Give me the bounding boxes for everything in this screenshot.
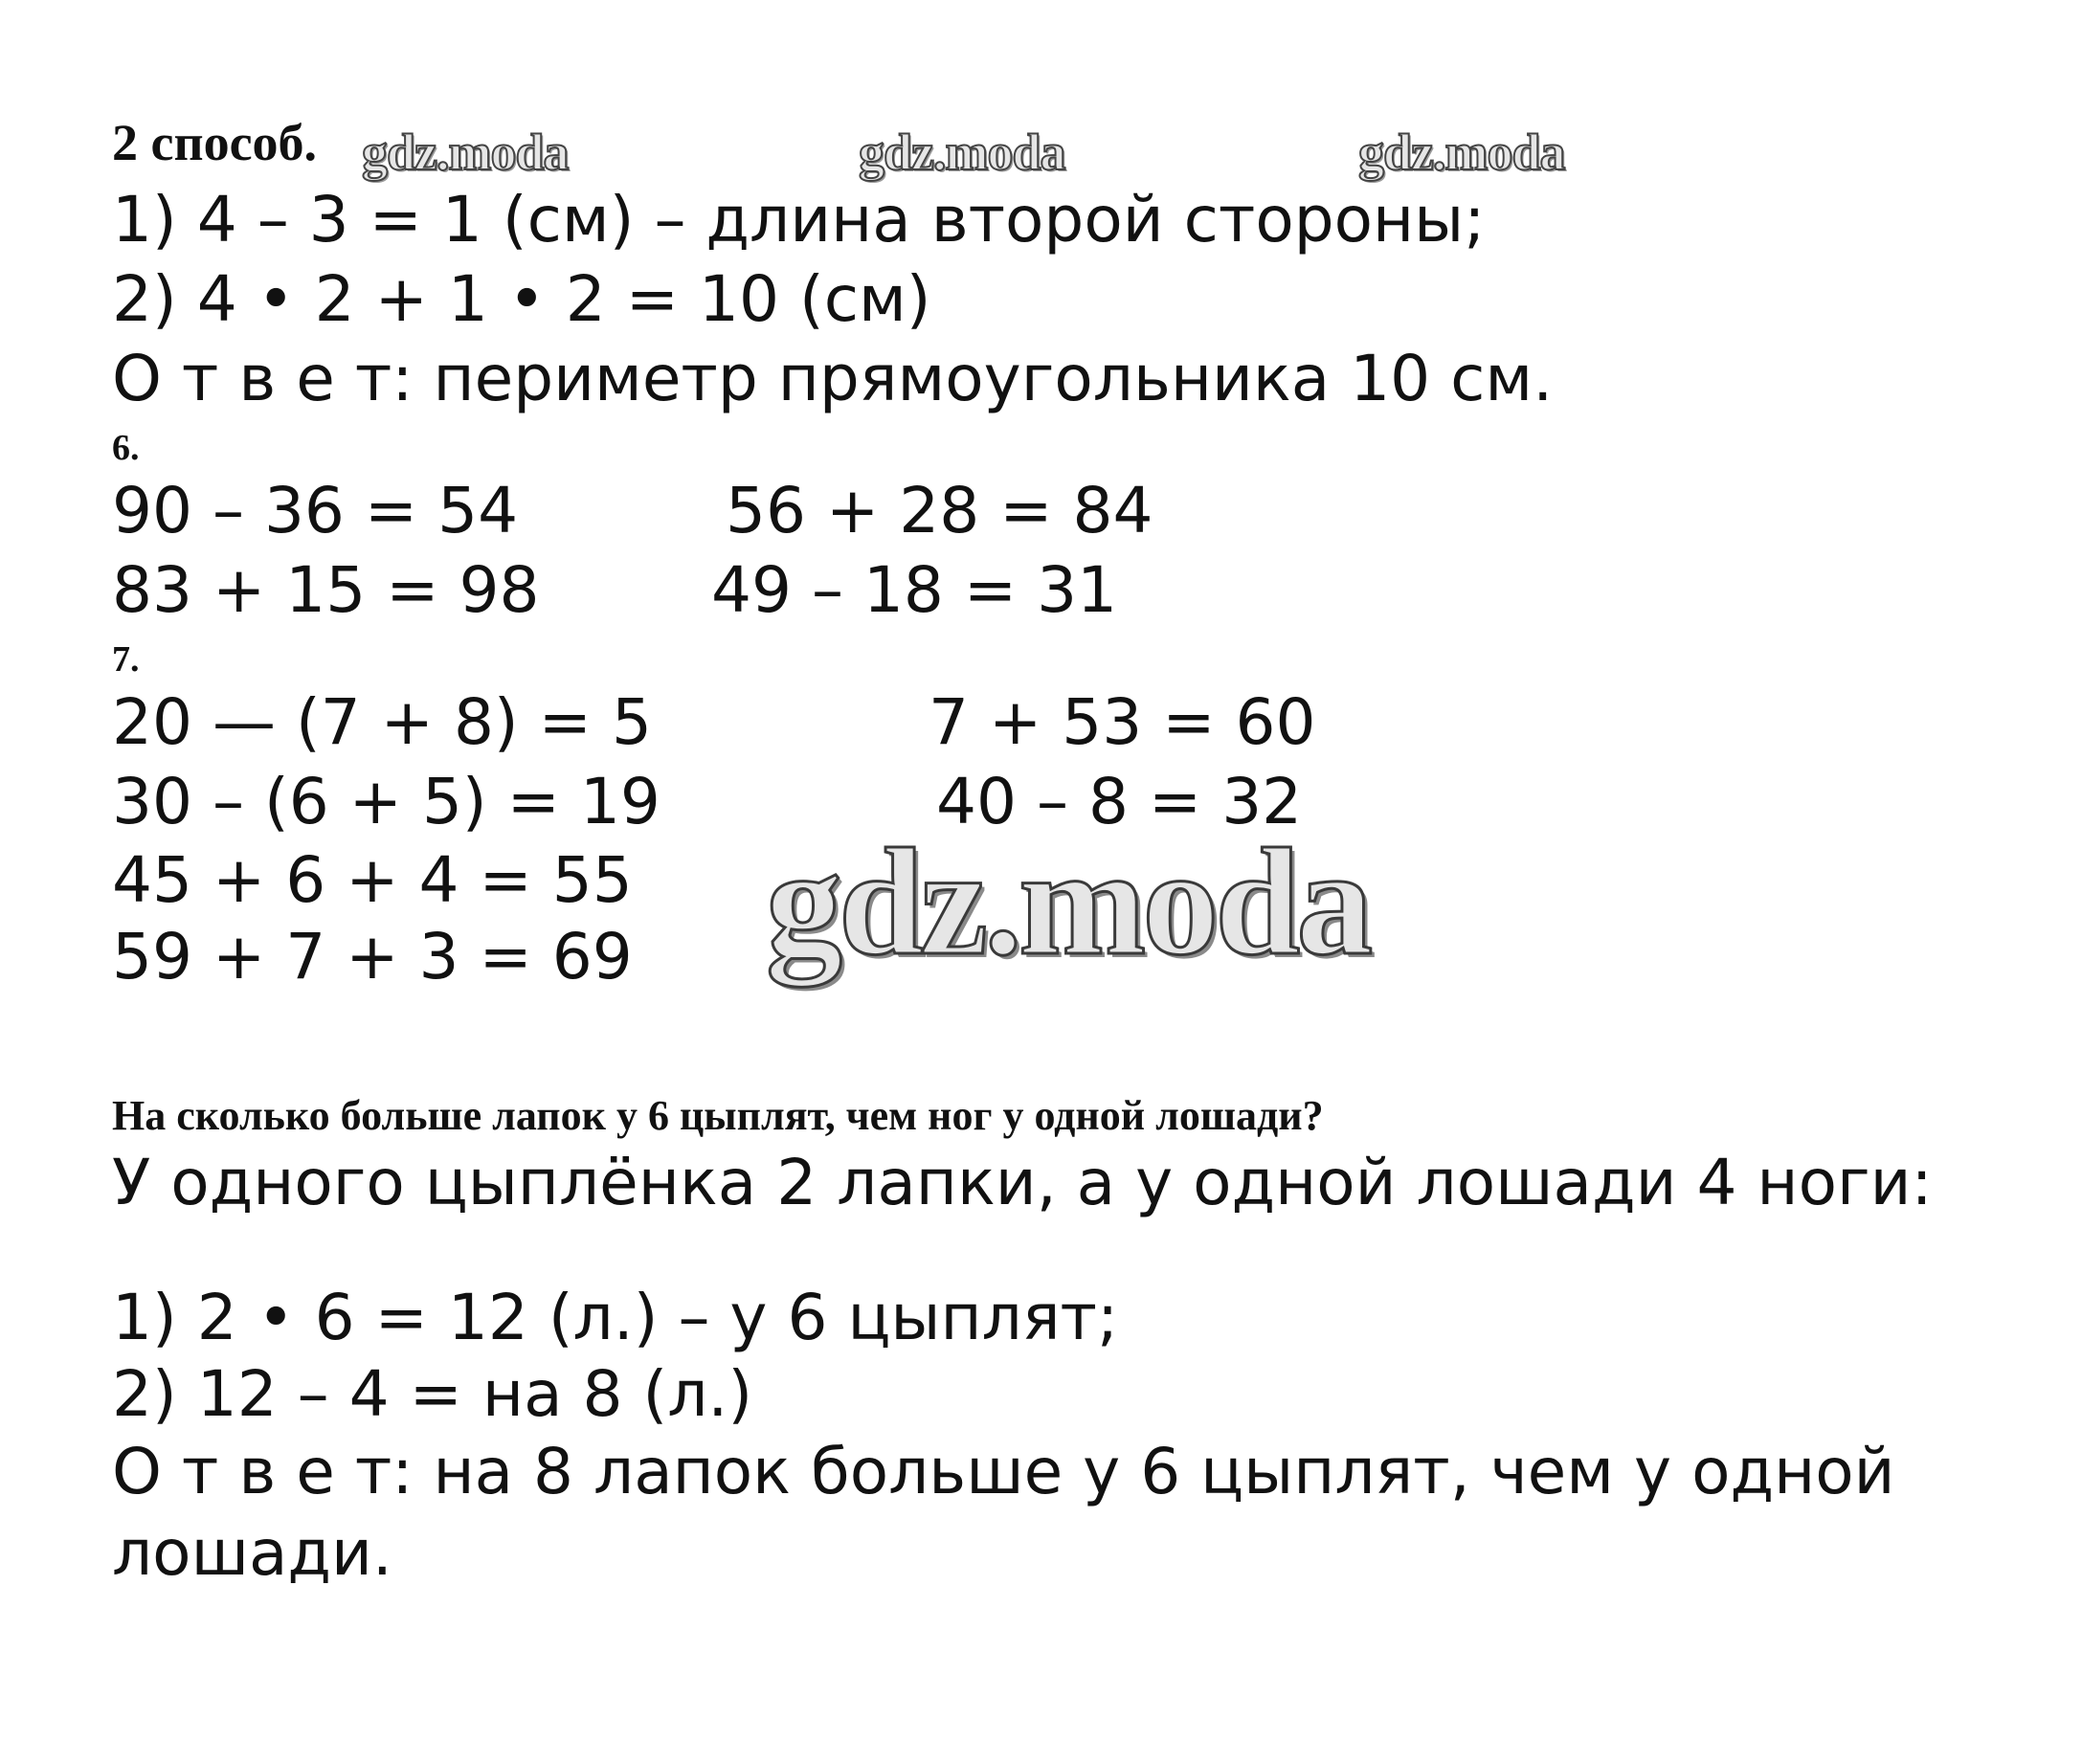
- answer-line: О т в е т: на 8 лапок больше у 6 цыплят, чем у одной: [112, 1435, 1895, 1508]
- equation: 59 + 7 + 3 = 69: [112, 920, 633, 994]
- method-heading: 2 способ.: [112, 114, 318, 171]
- watermark: gdz.moda: [766, 816, 1370, 987]
- problem-heading: На сколько больше лапок у 6 цыплят, чем ног у одной лошади?: [112, 1092, 1324, 1139]
- solution-step: 1) 4 – 3 = 1 (см) – длина второй стороны;: [112, 183, 1486, 257]
- watermark: gdz.moda: [1358, 123, 1565, 181]
- equation: 20 — (7 + 8) = 5: [112, 685, 652, 759]
- equation: 83 + 15 = 98: [112, 553, 540, 627]
- equation: 90 – 36 = 54: [112, 474, 519, 547]
- solution-step: 2) 4 • 2 + 1 • 2 = 10 (см): [112, 262, 931, 336]
- equation: 49 – 18 = 31: [711, 553, 1118, 627]
- watermark: gdz.moda: [859, 123, 1065, 181]
- solution-step: 1) 2 • 6 = 12 (л.) – у 6 цыплят;: [112, 1281, 1119, 1354]
- equation: 56 + 28 = 84: [726, 474, 1153, 547]
- equation: 7 + 53 = 60: [929, 685, 1316, 759]
- answer-line: О т в е т: периметр прямоугольника 10 см.: [112, 342, 1554, 415]
- equation: 30 – (6 + 5) = 19: [112, 765, 660, 838]
- answer-line: лошади.: [112, 1516, 392, 1590]
- task-number: 7.: [112, 639, 140, 680]
- equation: 40 – 8 = 32: [936, 765, 1303, 838]
- equation: 45 + 6 + 4 = 55: [112, 843, 633, 917]
- solution-step: 2) 12 – 4 = на 8 (л.): [112, 1357, 753, 1431]
- problem-intro: У одного цыплёнка 2 лапки, а у одной лошади 4 ноги:: [112, 1146, 1933, 1219]
- task-number: 6.: [112, 428, 140, 468]
- watermark: gdz.moda: [362, 123, 569, 181]
